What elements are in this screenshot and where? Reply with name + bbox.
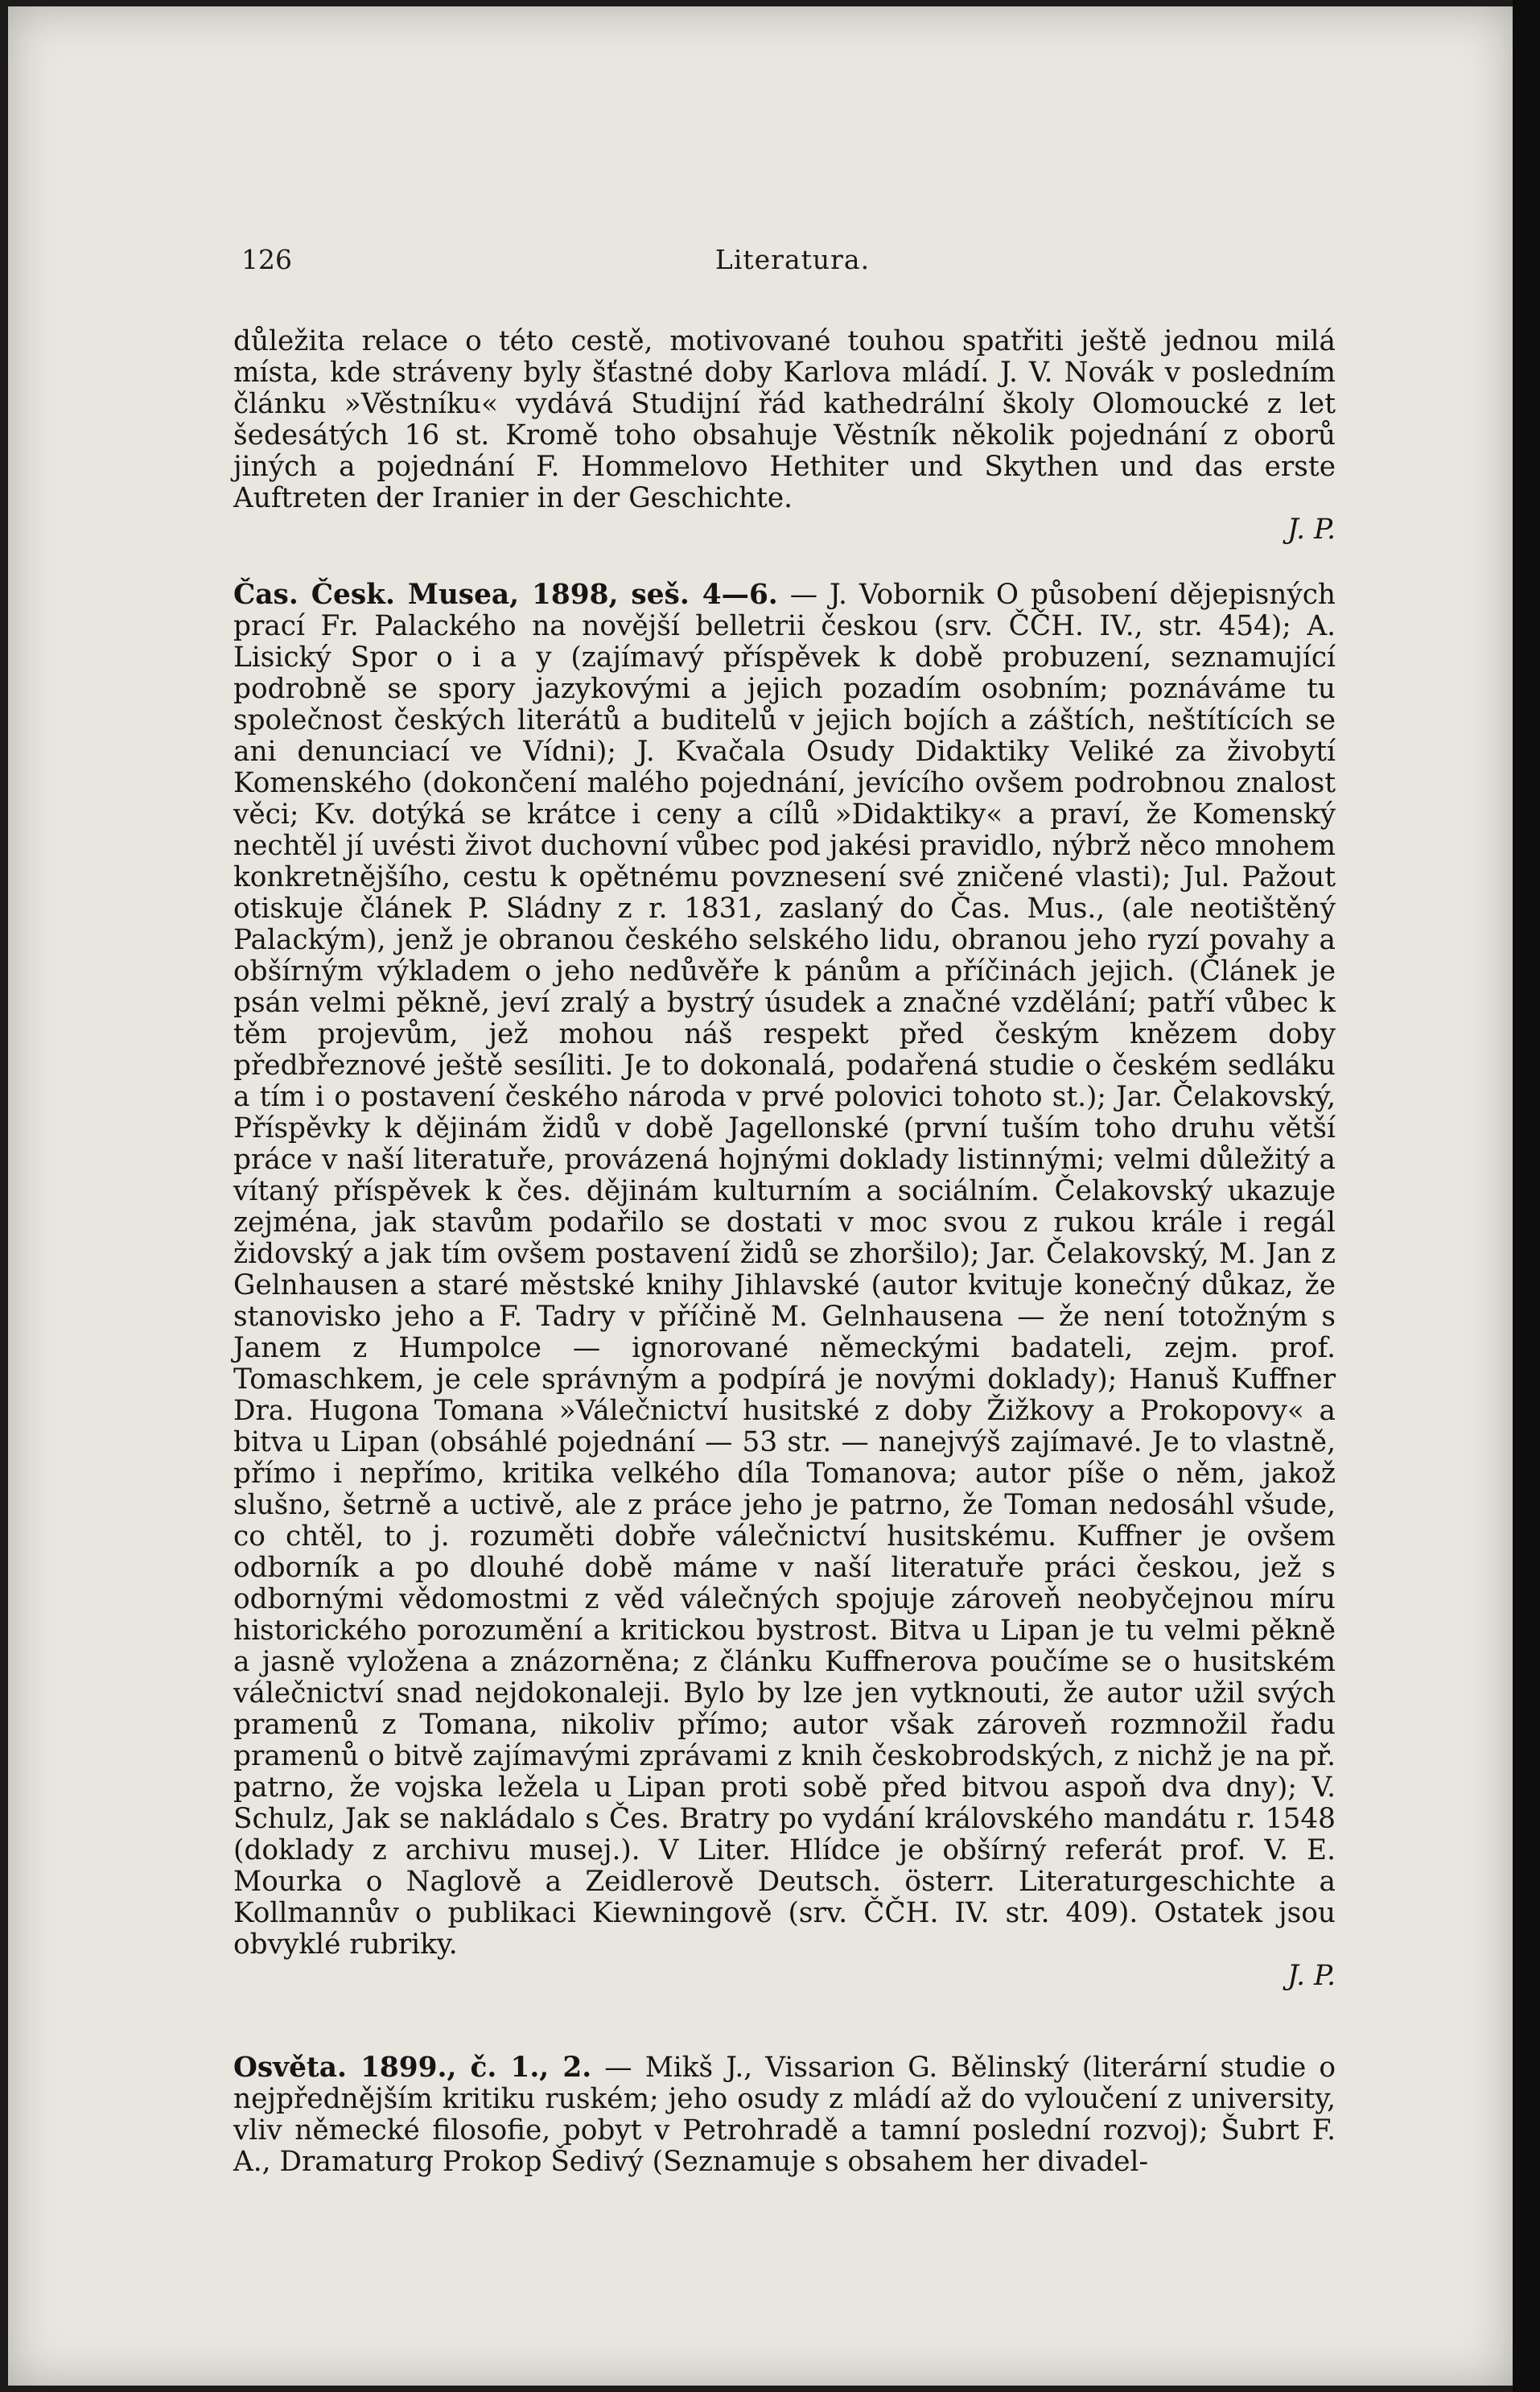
paragraph-1-signature: J. P. <box>1287 513 1336 546</box>
paragraph-2-signature: J. P. <box>1287 1960 1336 1992</box>
running-title: Literatura. <box>714 244 871 275</box>
page-number: 126 <box>241 244 292 275</box>
paragraph-2 <box>233 579 1336 1992</box>
paragraph-2-body: — J. Vobornik O působení dějepisných prací Fr. Palackého na novější belletrii českou (srv. ČČH. IV., str. 454); A. Lisický Spor o i a y (zajímavý příspěvek k době probuzení, seznamující podrobně se spory jazykovými a jejich pozadím osobním; poznáváme tu společnost českých literátů a buditelů v jejich bojích a záštích, neštítících se ani denunciací ve Vídni); J. Kvačala Osudy Didaktiky Veliké za živobytí Komenského (dokončení malého pojednání, jevícího ovšem podrobnou znalost věci; Kv. dotýká se krátce i ceny a cílů »Didaktiky« a praví, že Komenský nechtěl jí uvésti život duchovní vůbec pod jakési pravidlo, nýbrž něco mnohem konkretnějšího, cestu k opětnému povznesení své zničené vlasti); Jul. Pažout otiskuje článek P. Sládny z r. 1831, zaslaný do Čas. Mus., (ale neotištěný Palackým), jenž je obranou českého selského lidu, obranou jeho ryzí povahy a obšírným výkladem o jeho nedůvěře k pánům a příčinách jejich. (Článek je psán velmi pěkně, jeví zralý a bystrý úsudek a značné vzdělání; patří vůbec k těm projevům, jež mohou náš respekt před českým knězem doby předbřeznové ještě sesíliti. Je to dokonalá, podařená studie o českém sedláku a tím i o postavení českého národa v prvé polovici tohoto st.); Jar. Čelakovský, Příspěvky k dějinám židů v době Jagellonské (první tuším toho druhu větší práce v naší literatuře, provázená hojnými doklady listinnými; velmi důležitý a vítaný příspěvek k čes. dějinám kulturním a sociálním. Čelakovský ukazuje zejména, jak stavům podařilo se dostati v moc svou z rukou krále i regál židovský a jak tím ovšem postavení židů se zhoršilo); Jar. Čelakovský, M. Jan z Gelnhausen a staré městské knihy Jihlavské (autor kvituje konečný důkaz, že stanovisko jeho a F. Tadry v příčině M. Gelnhausena — že není totožným s Janem z Humpolce — ignorované německými badateli, zejm. prof. Tomaschkem, je cele správným a podpírá je novými doklady); Hanuš Kuffner Dra. Hugona Tomana »Válečnictví husitské z doby Žižkovy a Prokopovy« a bitva u Lipan (obsáhlé pojednání — 53 str. — nanejvýš zajímavé. Je to vlastně, přímo i nepřímo, kritika velkého díla Tomanova; autor píše o něm, jakož slušno, šetrně a uctivě, ale z práce jeho je patrno, že Toman nedosáhl všude, co chtěl, to j. rozuměti dobře válečnictví husitskému. Kuffner je ovšem odborník a po dlouhé době máme v naší literatuře práci českou, jež s odbornými vědomostmi z věd válečných spojuje zároveň neobyčejnou míru historického porozumění a kritickou bystrost. Bitva u Lipan je tu velmi pěkně a jasně vyložena a znázorněna; z článku Kuffnerova poučíme se o husitském válečnictví snad nejdokonaleji. Bylo by lze jen vytknouti, že autor užil svých pramenů z Tomana, nikoliv přímo; autor však zároveň rozmnožil řadu pramenů o bitvě zajímavými zprávami z knih českobrodských, z nichž je na př. patrno, že vojska ležela u Lipan proti sobě před bitvou aspoň dva dny); V. Schulz, Jak se nakládalo s Čes. Bratry po vydání královského mandátu r. 1548 (doklady z archivu musej.). V Liter. Hlídce je obšírný referát prof. V. E. Mourka o Naglově a Zeidlerově Deutsch. österr. Literaturgeschichte a Kollmannův o publikaci Kiewningově (srv. ČČH. IV. str. 409). Ostatek jsou obvyklé rubriky. <box>233 579 1336 1961</box>
scan-edge <box>1513 0 1540 2392</box>
paragraph-1 <box>233 326 1336 546</box>
page-header <box>241 244 1344 284</box>
paragraph-3-source: Osvěta. 1899., č. 1., 2. <box>233 2052 592 2084</box>
paragraph-3-body: — Mikš J., Vissarion G. Bělinský (literární studie o nejpřednějším kritiku ruském; jeho osudy z mládí až do vyloučení z university, vliv německé filosofie, pobyt v Petrohradě a tamní poslední rozvoj); Šubrt F. A., Dramaturg Prokop Šedivý (Seznamuje s obsahem her divadel- <box>233 2052 1336 2178</box>
paragraph-2-source: Čas. Česk. Musea, 1898, seš. 4—6. <box>233 579 778 611</box>
paragraph-3 <box>233 2052 1336 2178</box>
paragraph-1-body: důležita relace o této cestě, motivované touhou spatřiti ještě jednou milá místa, kde stráveny byly šťastné doby Karlova mládí. J. V. Novák v posledním článku »Věstníku« vydává Studijní řád kathedrální školy Olomoucké z let šedesátých 16 st. Kromě toho obsahuje Věstník několik pojednání z oborů jiných a pojednání F. Hommelovo Hethiter und Skythen und das erste Auftreten der Iranier in der Geschichte. <box>233 325 1336 514</box>
